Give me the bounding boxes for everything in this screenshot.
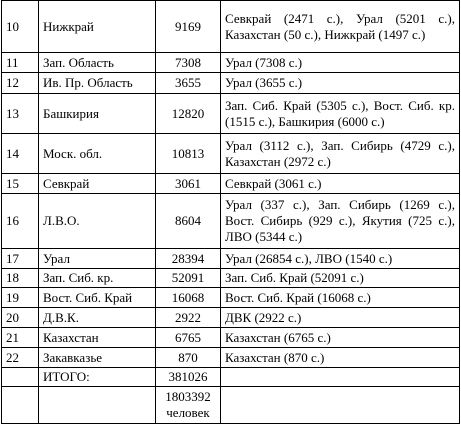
table-row — [2, 308, 460, 328]
destination-cell: Севкрай (2471 с.), Урал (5201 с.), Казахстан (50 с.), Нижкрай (1497 с.) — [221, 1, 460, 53]
table-row — [2, 249, 460, 269]
region-cell: Д.В.К. — [39, 308, 156, 328]
total-label: ИТОГО: — [39, 368, 156, 387]
empty-cell — [39, 387, 156, 424]
row-number-cell: 16 — [2, 194, 39, 249]
destination-cell: Зап. Сиб. Край (52091 с.) — [221, 269, 460, 288]
region-cell: Урал — [39, 249, 156, 269]
count-cell: 12820 — [156, 94, 221, 134]
destination-cell: Казахстан (870 с.) — [221, 348, 460, 368]
table-row — [2, 269, 460, 288]
destination-cell: Урал (7308 с.) — [221, 53, 460, 73]
people-cell — [156, 387, 221, 424]
count-cell: 52091 — [156, 269, 221, 288]
destination-cell: Урал (337 с.), Зап. Сибирь (1269 с.), Вост. Сибирь (929 с.), Якутия (725 с.), ЛВО (5344 с.) — [221, 194, 460, 249]
destination-cell: Зап. Сиб. Край (5305 с.), Вост. Сиб. кр. (1515 с.), Башкирия (6000 с.) — [221, 94, 460, 134]
destination-cell: Урал (3655 с.) — [221, 73, 460, 94]
destination-cell: Казахстан (6765 с.) — [221, 328, 460, 348]
table-body — [2, 1, 460, 424]
row-number-cell: 15 — [2, 174, 39, 194]
count-cell: 8604 — [156, 194, 221, 249]
count-cell: 10813 — [156, 134, 221, 174]
table-row — [2, 194, 460, 249]
count-cell: 3655 — [156, 73, 221, 94]
region-cell: Зап. Сиб. кр. — [39, 269, 156, 288]
empty-cell — [221, 368, 460, 387]
table-row — [2, 134, 460, 174]
empty-cell — [2, 387, 39, 424]
table-row — [2, 348, 460, 368]
destination-cell: Вост. Сиб. Край (16068 с.) — [221, 288, 460, 308]
count-cell: 28394 — [156, 249, 221, 269]
row-number-cell: 17 — [2, 249, 39, 269]
empty-cell — [2, 368, 39, 387]
row-number-cell: 18 — [2, 269, 39, 288]
table-row — [2, 1, 460, 53]
region-cell: Закавказье — [39, 348, 156, 368]
region-cell: Казахстан — [39, 328, 156, 348]
table-row — [2, 174, 460, 194]
count-cell: 9169 — [156, 1, 221, 53]
people-unit: человек — [166, 405, 210, 420]
row-number-cell: 22 — [2, 348, 39, 368]
region-cell: Башкирия — [39, 94, 156, 134]
region-cell: Севкрай — [39, 174, 156, 194]
table-row — [2, 73, 460, 94]
row-number-cell: 13 — [2, 94, 39, 134]
destination-cell: Севкрай (3061 с.) — [221, 174, 460, 194]
table-row — [2, 328, 460, 348]
destination-cell: Урал (26854 с.), ЛВО (1540 с.) — [221, 249, 460, 269]
count-cell: 16068 — [156, 288, 221, 308]
destination-cell: ДВК (2922 с.) — [221, 308, 460, 328]
count-cell: 870 — [156, 348, 221, 368]
destination-cell: Урал (3112 с.), Зап. Сибирь (4729 с.), Казахстан (2972 с.) — [221, 134, 460, 174]
count-cell: 7308 — [156, 53, 221, 73]
region-cell: Вост. Сиб. Край — [39, 288, 156, 308]
people-row — [2, 387, 460, 424]
row-number-cell: 20 — [2, 308, 39, 328]
table-row — [2, 53, 460, 73]
row-number-cell: 19 — [2, 288, 39, 308]
count-cell: 2922 — [156, 308, 221, 328]
region-cell: Ив. Пр. Область — [39, 73, 156, 94]
people-count: 1803392 — [165, 389, 211, 404]
region-cell: Нижкрай — [39, 1, 156, 53]
region-cell: Л.В.О. — [39, 194, 156, 249]
table-row — [2, 94, 460, 134]
count-cell: 6765 — [156, 328, 221, 348]
count-cell: 3061 — [156, 174, 221, 194]
row-number-cell: 14 — [2, 134, 39, 174]
region-cell: Моск. обл. — [39, 134, 156, 174]
empty-cell — [221, 387, 460, 424]
row-number-cell: 10 — [2, 1, 39, 53]
row-number-cell: 21 — [2, 328, 39, 348]
total-row — [2, 368, 460, 387]
region-cell: Зап. Область — [39, 53, 156, 73]
total-count: 381026 — [156, 368, 221, 387]
row-number-cell: 12 — [2, 73, 39, 94]
row-number-cell: 11 — [2, 53, 39, 73]
deportation-table — [1, 0, 460, 424]
table-row — [2, 288, 460, 308]
